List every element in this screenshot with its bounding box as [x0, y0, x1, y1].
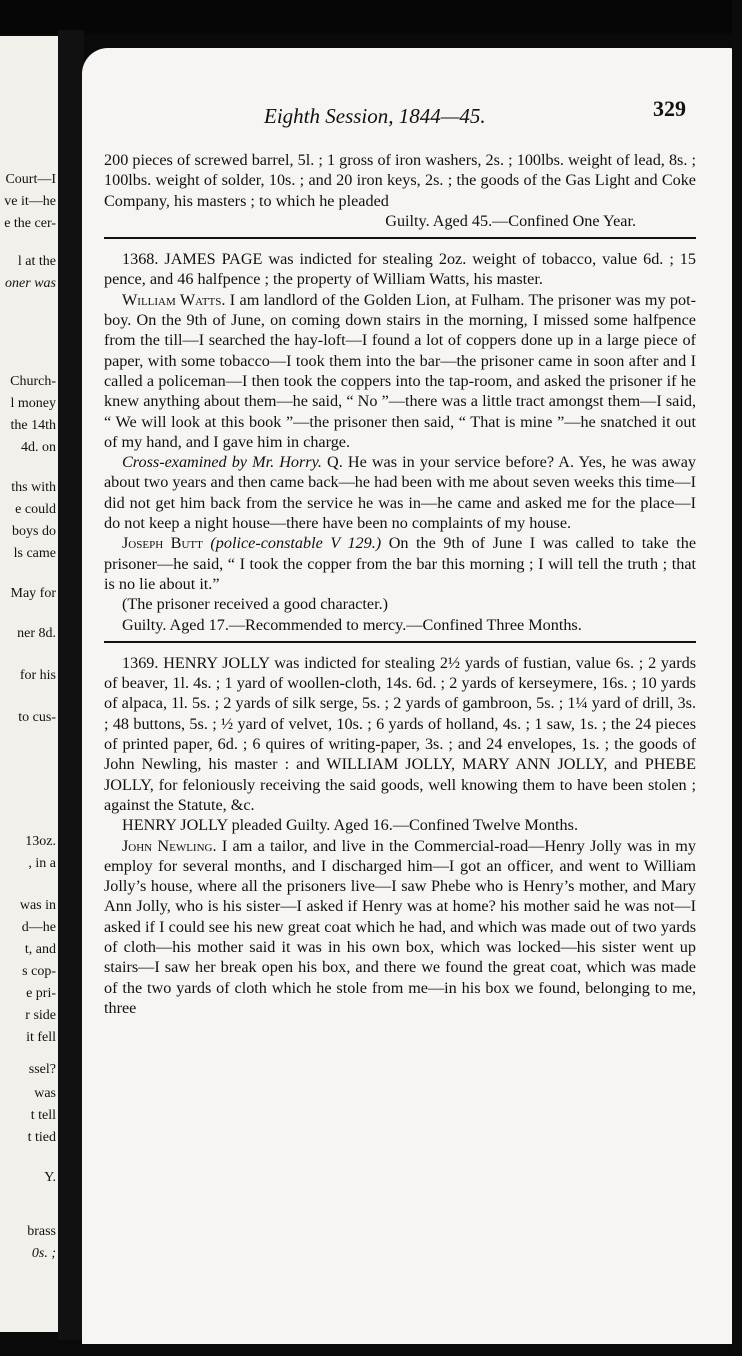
case-1368-witness-watts — [104, 290, 696, 452]
book-gutter — [58, 30, 84, 1340]
left-fragment: May for — [10, 586, 56, 601]
case-1368-verdict: Guilty. Aged 17.—Recommended to mercy.—Confined Three Months. — [122, 615, 582, 634]
left-fragment: oner was — [5, 276, 56, 291]
left-fragment: ls came — [13, 546, 56, 561]
witness-name: Joseph Butt — [122, 534, 203, 553]
case-1369-indictment: 1369. HENRY JOLLY was indicted for stealing 2½ yards of fustian, value 6s. ; 2 yards of beaver, 1l. 4s. ; 1 yard of woollen-cloth, 14s. 6d. ; 2 yards of kerseymere, 16s. ; 10 yards of alpaca, 1l. 5s. ; 2 yards of silk serge, 5s. ; 2 yards of gambroon, 5s. ; 1¼ yard of drill, 3s. ; 48 buttons, 5s. ; ½ yard of velvet, 10s. ; 6 yards of holland, 4s. ; 1 saw, 1s. ; the 24 pieces of printed paper, 6d. ; 6 quires of writing-paper, 3s. ; and 24 envelopes, 1s. ; the goods of John Newling, his master : and WILLIAM JOLLY, MARY ANN JOLLY, and PHEBE JOLLY, for feloniously receiving the said goods, well knowing them to have been stolen ; against the Statute, &c. — [104, 653, 696, 814]
left-fragment: boys do — [12, 524, 56, 539]
case-1368-witness-butt — [104, 533, 696, 594]
left-fragment: it fell — [26, 1030, 56, 1045]
left-fragment: 13oz. — [25, 834, 56, 849]
case-1368-cross-examination — [104, 452, 696, 533]
left-fragment: 4d. on — [21, 440, 56, 455]
witness-role: (police-constable V 129.) — [210, 534, 382, 553]
left-fragment: Y. — [44, 1170, 56, 1185]
left-fragment: to cus- — [18, 710, 56, 725]
left-fragment: brass — [27, 1224, 56, 1239]
left-fragment: l money — [10, 396, 56, 411]
cross-examination-text: Q. He was in your service before? A. Yes, he was away about two years and then came back—he had been with me about seven weeks this time—I did not get him back from the service he was in—he came and asked me for the place—I do not keep a night house—there have been no complaints of my house. — [104, 453, 697, 533]
witness-testimony: I am landlord of the Golden Lion, at Fulham. The prisoner was my pot-boy. On the 9th of June, on coming down stairs in the morning, I missed some halfpence from the till—I searched the hay-loft—I found a lot of coppers done up in a large piece of paper, with some tobacco—I took them into the bar—the prisoner came in soon after and I called a policeman—I then took the coppers into the tap-room, and asked the prisoner if he knew anything about them—he said, “ No ”—there was a little tract amongst them—I said, “ We will look at this book ”—the prisoner then said, “ That is mine ”—he snatched it out of my hand, and I gave him in charge. — [104, 290, 696, 451]
section-divider — [104, 237, 696, 239]
left-fragment: l at the — [17, 254, 56, 269]
left-fragment: t tell — [30, 1108, 56, 1123]
left-fragment: ssel? — [28, 1062, 56, 1077]
section-divider — [104, 641, 696, 643]
witness-testimony: I am a tailor, and live in the Commercial-road—Henry Jolly was in my employ for several months, and I discharged him—I got an officer, and went to William Jolly’s house, where all the prisoners live—I saw Phebe who is Henry’s mother, and Mary Ann Jolly, who is his sister—I asked if Henry was at home? his mother said he was not—I asked if I could see his new great coat which he had, and which was made out of two yards of cloth—his mother said it was in his own box, which was locked—his sister went up stairs—I saw her break open his box, and there we found the great coat, which was made of the two yards of cloth which he stole from me—in his box we found, belonging to me, three — [104, 836, 696, 1017]
witness-name: William Watts. — [122, 290, 226, 309]
left-fragment: ths with — [11, 480, 56, 495]
case-1367-verdict: Guilty. Aged 45.—Confined One Year. — [385, 211, 636, 230]
left-fragment: , in a — [28, 856, 56, 871]
left-fragment: t, and — [24, 942, 56, 957]
left-fragment: e could — [15, 502, 56, 517]
left-fragment: e the cer- — [4, 216, 56, 231]
left-fragment: r side — [25, 1008, 56, 1023]
page-body — [104, 150, 696, 1018]
page-number: 329 — [653, 96, 686, 121]
left-fragment: t tied — [27, 1130, 56, 1145]
left-fragment: 0s. ; — [31, 1246, 56, 1261]
cross-examination-label: Cross-examined by Mr. Horry. — [122, 453, 322, 472]
scan-border-right — [732, 0, 742, 1356]
witness-name: John Newling. — [122, 836, 217, 855]
left-fragment: s cop- — [22, 964, 56, 979]
running-title: Eighth Session, 1844—45. — [264, 104, 486, 128]
scan-border-top — [0, 0, 742, 34]
left-fragment: ve it—he — [4, 194, 56, 209]
case-1368-character-note: (The prisoner received a good character.) — [122, 595, 389, 614]
case-1369-witness-newling — [104, 836, 696, 1019]
left-fragment: the 14th — [10, 418, 56, 433]
left-fragment: d—he — [21, 920, 56, 935]
book-page — [82, 48, 734, 1344]
left-fragment: e pri- — [26, 986, 56, 1001]
case-1369-plea: HENRY JOLLY pleaded Guilty. Aged 16.—Confined Twelve Months. — [122, 816, 578, 835]
witness-testimony: On the 9th of June I was called to take the prisoner—he said, “ I took the copper from the bar this morning ; I will tell the truth ; that is no lie about it.” — [104, 534, 697, 593]
left-fragment: ner 8d. — [17, 626, 56, 641]
left-fragment: Church- — [10, 374, 56, 389]
left-fragment: was in — [19, 898, 56, 913]
left-fragment: for his — [19, 668, 56, 683]
left-page-edge — [0, 36, 61, 1332]
left-fragment: was — [34, 1086, 56, 1101]
page-header — [104, 96, 696, 134]
left-fragment: Court—I — [5, 172, 56, 187]
case-1368-indictment: 1368. JAMES PAGE was indicted for stealing 2oz. weight of tobacco, value 6d. ; 15 pence, and 46 halfpence ; the property of William Watts, his master. — [104, 250, 696, 289]
case-1367-tail-text: 200 pieces of screwed barrel, 5l. ; 1 gross of iron washers, 2s. ; 100lbs. weight of lead, 8s. ; 100lbs. weight of solder, 10s. ; and 20 iron keys, 2s. ; the goods of the Gas Light and Coke Company, his masters ; to which he pleaded — [104, 151, 696, 210]
